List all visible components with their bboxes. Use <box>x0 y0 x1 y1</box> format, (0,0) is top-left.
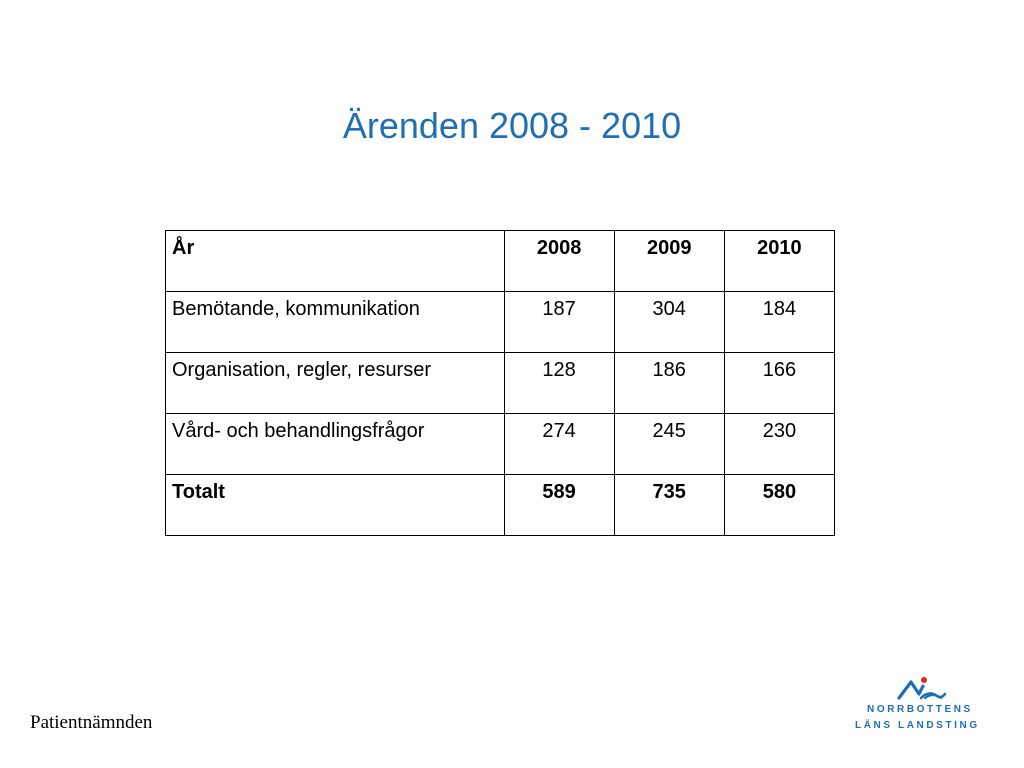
row-label: Organisation, regler, resurser <box>166 353 505 414</box>
table-row <box>166 353 835 414</box>
organization-logo <box>855 676 1000 736</box>
cell-2008: 128 <box>504 353 614 414</box>
row-label: Vård- och behandlingsfrågor <box>166 414 505 475</box>
total-2010: 580 <box>724 475 834 536</box>
norrbotten-logo-icon <box>897 676 947 700</box>
cell-2009: 304 <box>614 292 724 353</box>
cell-2008: 187 <box>504 292 614 353</box>
table-row <box>166 292 835 353</box>
cell-2009: 245 <box>614 414 724 475</box>
cell-2010: 184 <box>724 292 834 353</box>
logo-text-line2: LÄNS LANDSTING <box>855 720 980 731</box>
table-row <box>166 414 835 475</box>
total-label: Totalt <box>166 475 505 536</box>
total-2008: 589 <box>504 475 614 536</box>
row-label: Bemötande, kommunikation <box>166 292 505 353</box>
cases-table <box>165 230 835 536</box>
table-header-row <box>166 231 835 292</box>
cell-2010: 166 <box>724 353 834 414</box>
header-2010: 2010 <box>724 231 834 292</box>
logo-text-line1: NORRBOTTENS <box>867 704 973 715</box>
footer-label: Patientnämnden <box>30 712 153 733</box>
cell-2008: 274 <box>504 414 614 475</box>
table-total-row <box>166 475 835 536</box>
cell-2010: 230 <box>724 414 834 475</box>
header-2008: 2008 <box>504 231 614 292</box>
slide-title: Ärenden 2008 - 2010 <box>342 105 682 146</box>
header-year: År <box>166 231 505 292</box>
header-2009: 2009 <box>614 231 724 292</box>
total-2009: 735 <box>614 475 724 536</box>
cell-2009: 186 <box>614 353 724 414</box>
